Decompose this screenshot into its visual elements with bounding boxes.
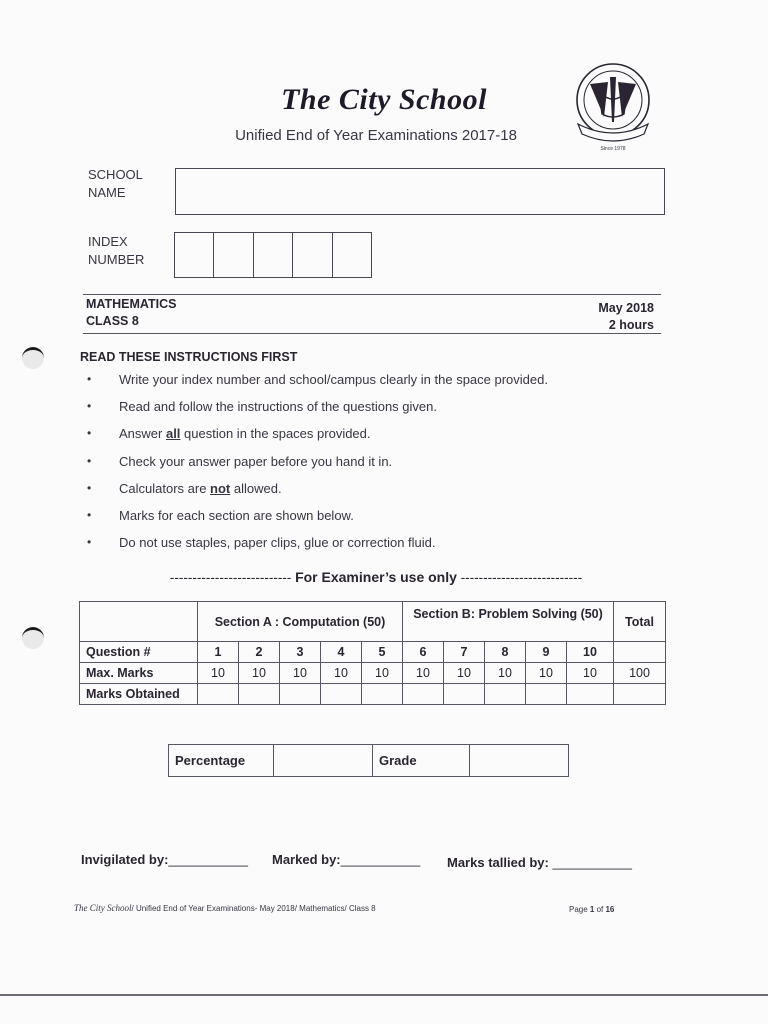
max-marks-cell: 10 xyxy=(280,663,321,684)
marks-obtained-cell[interactable] xyxy=(567,684,614,705)
question-number-cell: 7 xyxy=(444,642,485,663)
index-number-label: INDEX NUMBER xyxy=(88,234,145,267)
logo-since-text: Since 1978 xyxy=(600,146,626,152)
marks-obtained-cell[interactable] xyxy=(239,684,280,705)
bullet-icon: • xyxy=(87,535,92,550)
instruction-emphasis: not xyxy=(210,480,231,496)
page-number: Page 1 of 16 xyxy=(569,905,615,914)
footer-text xyxy=(74,903,376,913)
question-number-cell: 3 xyxy=(280,642,321,663)
page-bottom-edge xyxy=(0,994,768,996)
punch-hole-top xyxy=(22,347,44,369)
section-b-header: Section B: Problem Solving (50) xyxy=(403,602,614,642)
subject-divider-top xyxy=(83,294,661,295)
school-name-label: SCHOOL NAME xyxy=(88,167,143,200)
question-number-cell: 9 xyxy=(526,642,567,663)
max-marks-cell: 10 xyxy=(444,663,485,684)
question-number-cell: 5 xyxy=(362,642,403,663)
school-logo xyxy=(574,62,652,154)
marks-obtained-cell[interactable] xyxy=(485,684,526,705)
subject-name: MATHEMATICS xyxy=(86,297,177,311)
exam-date: May 2018 xyxy=(598,301,654,315)
percentage-value-box[interactable] xyxy=(274,745,373,777)
examiner-heading xyxy=(0,569,752,585)
max-marks-cell: 10 xyxy=(362,663,403,684)
marks-obtained-cell[interactable] xyxy=(444,684,485,705)
subject-class: CLASS 8 xyxy=(86,314,139,328)
instruction-item: • Read and follow the instructions of the questions given. xyxy=(80,393,680,420)
marks-header-blank xyxy=(80,602,198,642)
max-marks-cell: 10 xyxy=(198,663,239,684)
subject-divider-bottom xyxy=(83,333,661,334)
instruction-item: • Check your answer paper before you hand it in. xyxy=(80,448,680,475)
school-name-box[interactable] xyxy=(175,168,665,215)
question-number-cell: 6 xyxy=(403,642,444,663)
question-total-cell xyxy=(614,642,666,663)
question-number-cell: 4 xyxy=(321,642,362,663)
footer-details: / Unified End of Year Examinations- May 2018/ Mathematics/ Class 8 xyxy=(131,904,376,913)
index-digit-box[interactable] xyxy=(214,233,253,277)
examiner-dashes-right: --------------------------- xyxy=(460,570,583,585)
grade-table xyxy=(168,744,569,777)
instruction-item: • Marks for each section are shown below. xyxy=(80,502,680,529)
index-digit-box[interactable] xyxy=(293,233,332,277)
punch-hole-bottom xyxy=(22,627,44,649)
marks-obtained-total-cell[interactable] xyxy=(614,684,666,705)
section-a-header: Section A : Computation (50) xyxy=(198,602,403,642)
marks-obtained-cell[interactable] xyxy=(198,684,239,705)
question-number-cell: 1 xyxy=(198,642,239,663)
bullet-icon: • xyxy=(87,453,92,468)
marks-obtained-cell[interactable] xyxy=(526,684,567,705)
index-digit-box[interactable] xyxy=(333,233,371,277)
invigilated-by: Invigilated by:___________ xyxy=(81,852,248,867)
school-title: The City School xyxy=(281,83,487,116)
bullet-icon: • xyxy=(87,372,92,386)
instruction-item: • Write your index number and school/campus clearly in the space provided. xyxy=(80,366,680,393)
question-label: Question # xyxy=(80,642,198,663)
examiner-dashes-left: --------------------------- xyxy=(169,570,292,585)
bullet-icon: • xyxy=(87,426,92,441)
invigilated-blank[interactable]: ___________ xyxy=(168,852,248,867)
marks-obtained-cell[interactable] xyxy=(362,684,403,705)
max-marks-cell: 10 xyxy=(567,663,614,684)
table-row xyxy=(80,642,666,663)
marks-tallied-by: Marks tallied by: ___________ xyxy=(447,855,633,870)
examiner-label: For Examiner’s use only xyxy=(295,569,457,585)
instruction-emphasis: all xyxy=(165,426,181,442)
max-marks-total-cell: 100 xyxy=(614,663,666,684)
grade-value-box[interactable] xyxy=(470,745,569,777)
index-digit-box[interactable] xyxy=(175,233,214,277)
max-marks-cell: 10 xyxy=(403,663,444,684)
bullet-icon: • xyxy=(87,399,92,414)
percentage-label: Percentage xyxy=(169,745,274,777)
marks-table xyxy=(79,601,666,705)
marks-obtained-cell[interactable] xyxy=(321,684,362,705)
total-header: Total xyxy=(614,602,666,642)
index-number-boxes[interactable] xyxy=(174,232,372,278)
question-number-cell: 10 xyxy=(567,642,614,663)
tallied-blank[interactable]: ___________ xyxy=(552,855,633,870)
marks-obtained-cell[interactable] xyxy=(280,684,321,705)
bullet-icon: • xyxy=(87,480,92,495)
exam-duration: 2 hours xyxy=(608,318,654,332)
instruction-item: • Calculators are not allowed. xyxy=(80,475,680,502)
table-row xyxy=(80,684,666,705)
marked-by: Marked by:___________ xyxy=(272,852,421,867)
question-number-cell: 8 xyxy=(485,642,526,663)
grade-label: Grade xyxy=(373,745,470,777)
instruction-item: • Do not use staples, paper clips, glue or correction fluid. xyxy=(80,529,680,556)
marks-obtained-label: Marks Obtained xyxy=(80,684,198,705)
max-marks-cell: 10 xyxy=(321,663,362,684)
marks-obtained-cell[interactable] xyxy=(403,684,444,705)
bullet-icon: • xyxy=(87,507,92,522)
instructions-list xyxy=(80,366,680,556)
instructions-heading: READ THESE INSTRUCTIONS FIRST xyxy=(80,350,298,364)
max-marks-cell: 10 xyxy=(526,663,567,684)
footer-brand: The City School xyxy=(74,903,132,913)
exam-title: Unified End of Year Examinations 2017-18 xyxy=(235,127,517,144)
instruction-item: • Answer all question in the spaces provided. xyxy=(80,420,680,447)
max-marks-cell: 10 xyxy=(485,663,526,684)
index-digit-box[interactable] xyxy=(254,233,293,277)
max-marks-cell: 10 xyxy=(239,663,280,684)
school-crest-icon xyxy=(574,62,652,154)
max-marks-label: Max. Marks xyxy=(80,663,198,684)
marked-blank[interactable]: ___________ xyxy=(340,852,421,867)
question-number-cell: 2 xyxy=(239,642,280,663)
table-row xyxy=(80,663,666,684)
